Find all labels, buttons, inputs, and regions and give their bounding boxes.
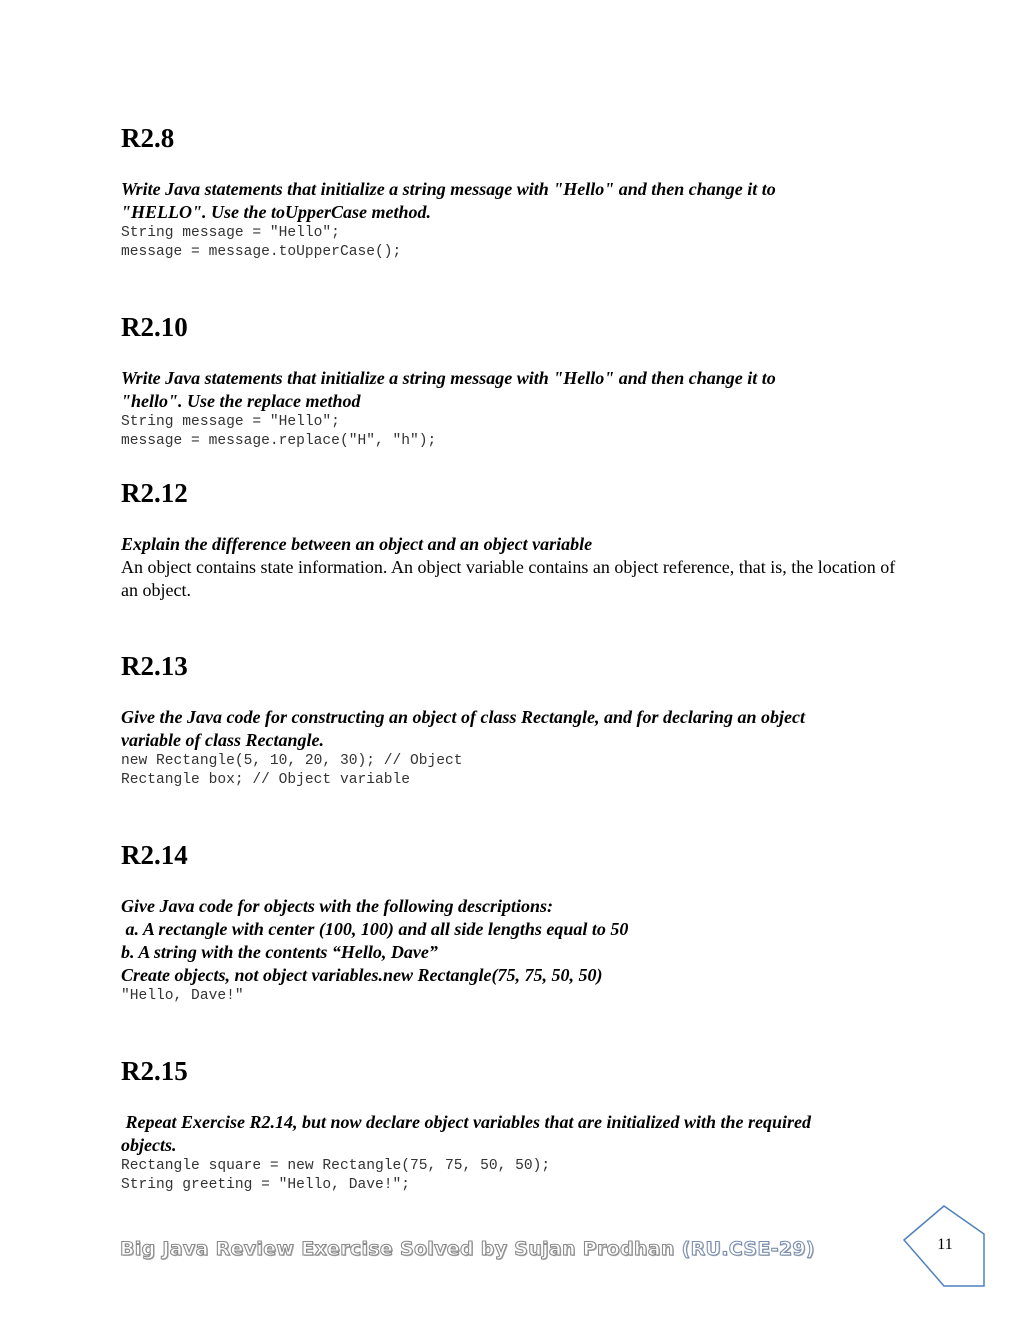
code-block: String message = "Hello"; message = message.toUpperCase(); (121, 225, 402, 260)
answer-text: An object contains state information. An object variable contains an object reference, that is, the location of an object. (121, 557, 896, 600)
page-number: 11 (937, 1236, 953, 1253)
question-text: Write Java statements that initialize a string message with "Hello" and then change it to "hello". Use the replace method (121, 368, 776, 411)
section-heading: R2.8 (121, 123, 175, 153)
section-heading: R2.15 (121, 1056, 188, 1086)
section-r2-12 (121, 477, 911, 602)
section-heading: R2.14 (121, 840, 188, 870)
footer-credit (120, 1238, 815, 1260)
section-heading: R2.10 (121, 312, 188, 342)
footer-credit-accent: (RU.CSE-29) (681, 1238, 815, 1260)
section-heading: R2.12 (121, 478, 188, 508)
section-r2-13 (121, 650, 911, 790)
section-r2-15 (121, 1055, 911, 1195)
page-number-badge (902, 1204, 988, 1288)
code-block: Rectangle square = new Rectangle(75, 75, 50, 50); String greeting = "Hello, Dave!"; (121, 1158, 551, 1193)
footer-credit-text: Big Java Review Exercise Solved by Sujan Prodhan (120, 1238, 682, 1260)
section-heading: R2.13 (121, 651, 188, 681)
question-text: Give the Java code for constructing an object of class Rectangle, and for declaring an object variable of class Rectangle. (121, 707, 805, 750)
question-text: Write Java statements that initialize a string message with "Hello" and then change it to "HELLO". Use the toUpperCase method. (121, 179, 776, 222)
code-block: "Hello, Dave!" (121, 988, 244, 1004)
code-block: new Rectangle(5, 10, 20, 30); // Object Rectangle box; // Object variable (121, 753, 463, 788)
question-text: Explain the difference between an object and an object variable (121, 534, 593, 554)
section-r2-8 (121, 122, 911, 262)
section-r2-14 (121, 839, 911, 1006)
question-text: Repeat Exercise R2.14, but now declare object variables that are initialized with the required objects. (121, 1112, 811, 1155)
question-text: Give Java code for objects with the following descriptions: a. A rectangle with center (100, 100) and all side lengths equal to 50 b. A string with the contents “Hello, Dave” Create objects, not object variables.new Rectangle(75, 75, 50, 50) (121, 896, 629, 985)
section-r2-10 (121, 311, 911, 451)
code-block: String message = "Hello"; message = message.replace("H", "h"); (121, 414, 437, 449)
